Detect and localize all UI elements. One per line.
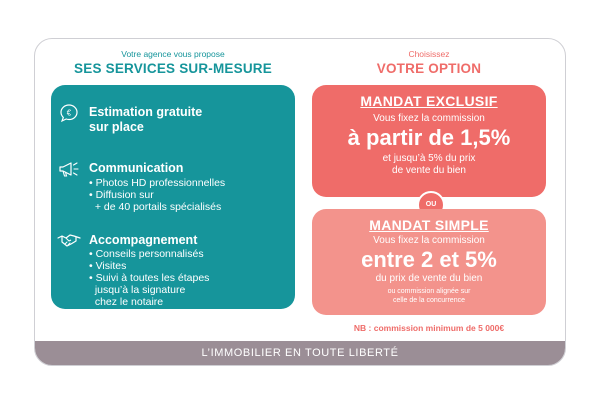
promo-card	[34, 38, 566, 366]
option-exclusive-line2: et jusqu’à 5% du prix	[382, 153, 476, 164]
service-item: + de 40 portails spécialisés	[89, 201, 222, 213]
handshake-icon	[57, 230, 81, 250]
service-item: • Visites	[89, 260, 127, 272]
option-kicker: Choisissez	[408, 49, 450, 59]
services-panel	[51, 85, 295, 309]
service-title: Accompagnement	[89, 233, 198, 247]
option-simple-rate: entre 2 et 5%	[361, 247, 497, 272]
service-title: Communication	[89, 161, 184, 175]
svg-text:€: €	[66, 108, 72, 118]
service-item: • Suivi à toutes les étapes	[89, 272, 210, 284]
option-title: VOTRE OPTION	[376, 61, 482, 76]
option-simple-line1: Vous fixez la commission	[373, 235, 485, 246]
footer-tagline: L’IMMOBILIER EN TOUTE LIBERTÉ	[35, 341, 565, 365]
option-exclusive-card	[312, 85, 546, 197]
option-exclusive-title: MANDAT EXCLUSIF	[360, 93, 498, 109]
services-kicker: Votre agence vous propose	[121, 49, 225, 59]
service-title: sur place	[89, 120, 144, 134]
services-title: SES SERVICES SUR-MESURE	[74, 61, 272, 76]
option-exclusive-rate: à partir de 1,5%	[347, 125, 511, 150]
option-exclusive-line1: Vous fixez la commission	[373, 113, 485, 124]
option-exclusive-line3: de vente du bien	[392, 165, 466, 176]
megaphone-icon	[57, 159, 81, 179]
service-item: chez le notaire	[89, 296, 164, 308]
service-title: Estimation gratuite	[89, 105, 203, 119]
service-item: jusqu’à la signature	[89, 284, 186, 296]
option-simple-note2: celle de la concurrence	[393, 297, 465, 304]
or-separator: OU	[417, 191, 445, 219]
option-simple-card	[312, 209, 546, 315]
service-item: • Conseils personnalisés	[89, 248, 204, 260]
service-item: • Photos HD professionnelles	[89, 177, 226, 189]
euro-bubble-icon	[59, 103, 79, 123]
service-item: • Diffusion sur	[89, 189, 154, 201]
option-simple-note1: ou commission alignée sur	[387, 288, 471, 295]
option-simple-line2: du prix de vente du bien	[375, 273, 483, 284]
option-simple-title: MANDAT SIMPLE	[369, 217, 489, 233]
minimum-commission-note: NB : commission minimum de 5 000€	[353, 323, 505, 333]
